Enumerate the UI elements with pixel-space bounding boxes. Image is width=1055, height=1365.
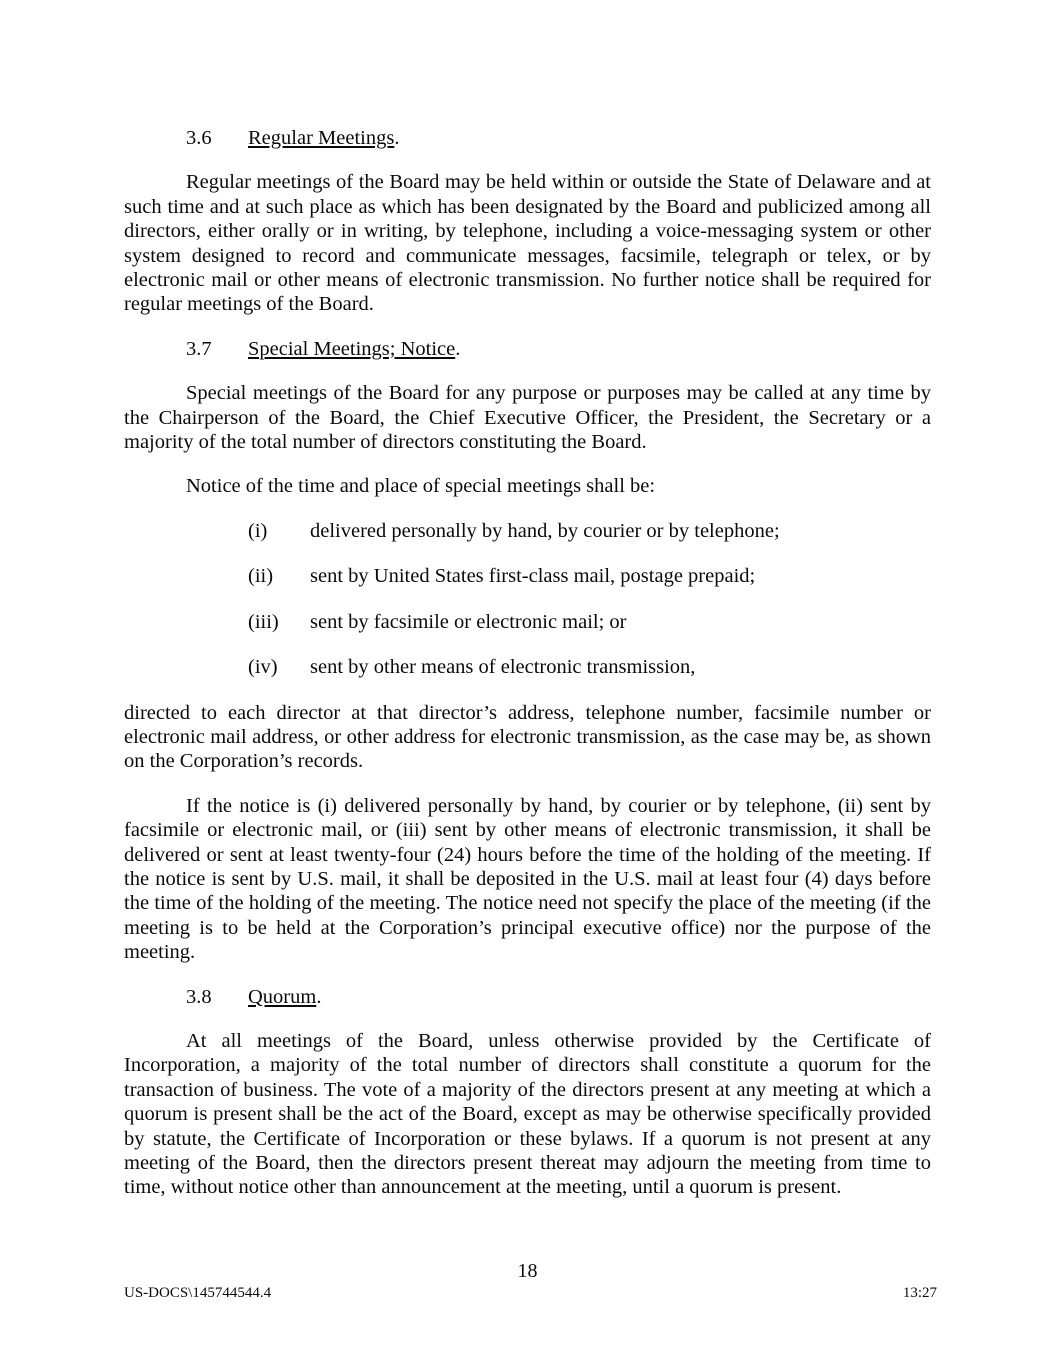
paragraph-regular-meetings: Regular meetings of the Board may be held within or outside the State of Delaware and at such time and at such place as which has been designated by the Board and publicized among all directors, either orally or in writing, by telephone, including a voice-messaging system or other system designed to record and communicate messages, facsimile, telegraph or telex, or by electronic mail or other means of electronic transmission. No further notice shall be required for regular meetings of the Board. — [124, 171, 931, 316]
paragraph-special-meetings-call: Special meetings of the Board for any purpose or purposes may be called at any time by the Chairperson of the Board, the Chief Executive Officer, the President, the Secretary or a majority of the total number of directors constituting the Board. — [124, 382, 931, 454]
section-heading-3-7 — [124, 337, 931, 361]
section-number: 3.6 — [186, 127, 212, 149]
list-item-i — [124, 519, 931, 543]
section-number: 3.7 — [186, 337, 212, 360]
section-number: 3.8 — [186, 985, 212, 1008]
footer-timestamp: 13:27 — [902, 1285, 937, 1301]
page-number: 18 — [517, 1260, 538, 1282]
section-heading-3-6 — [124, 126, 931, 150]
section-title: Quorum — [248, 985, 317, 1008]
list-marker: (iv) — [248, 656, 278, 679]
paragraph-quorum: At all meetings of the Board, unless otherwise provided by the Certificate of Incorporation, a majority of the total number of directors shall constitute a quorum for the transaction of business. The vote of a majority of the directors present at any meeting at which a quorum is present shall be the act of the Board, except as may be otherwise specifically provided by statute, the Certificate of Incorporation or these bylaws. If a quorum is not present at any meeting of the Board, then the directors present thereat may adjourn the meeting from time to time, without notice other than announcement at the meeting, until a quorum is present. — [124, 1029, 931, 1199]
heading-period: . — [316, 985, 322, 1008]
section-heading-3-8 — [124, 985, 931, 1009]
paragraph-directed-to-directors: directed to each director at that director’s address, telephone number, facsimile number or electronic mail address, or other address for electronic transmission, as the case may be, as shown on the Corporation’s records. — [124, 701, 931, 773]
list-item-iii — [124, 610, 931, 634]
page-footer — [124, 1284, 937, 1302]
list-item-iv — [124, 655, 931, 679]
footer-doc-id: US-DOCS\145744544.4 — [124, 1285, 272, 1301]
heading-period: . — [455, 337, 461, 360]
list-marker: (iii) — [248, 610, 279, 633]
section-title: Special Meetings; Notice — [248, 337, 456, 360]
document-body — [124, 126, 931, 1220]
list-text: sent by United States first-class mail, postage prepaid; — [310, 565, 756, 588]
paragraph-notice-intro: Notice of the time and place of special meetings shall be: — [186, 475, 656, 498]
paragraph-notice-timing: If the notice is (i) delivered personally by hand, by courier or by telephone, (ii) sent by facsimile or electronic mail, or (iii) sent by other means of electronic transmission, it shall be delivered or sent at least twenty-four (24) hours before the time of the holding of the meeting. If the notice is sent by U.S. mail, it shall be deposited in the U.S. mail at least four (4) days before the time of the holding of the meeting. The notice need not specify the place of the meeting (if the meeting is to be held at the Corporation’s principal executive office) nor the purpose of the meeting. — [124, 794, 931, 964]
section-title: Regular Meetings — [248, 127, 395, 149]
list-item-ii — [124, 564, 931, 588]
list-text: delivered personally by hand, by courier or by telephone; — [310, 519, 780, 542]
list-text: sent by facsimile or electronic mail; or — [310, 610, 627, 633]
list-marker: (ii) — [248, 565, 274, 588]
list-text: sent by other means of electronic transmission, — [310, 656, 696, 679]
heading-period: . — [394, 127, 400, 149]
list-marker: (i) — [248, 519, 268, 542]
